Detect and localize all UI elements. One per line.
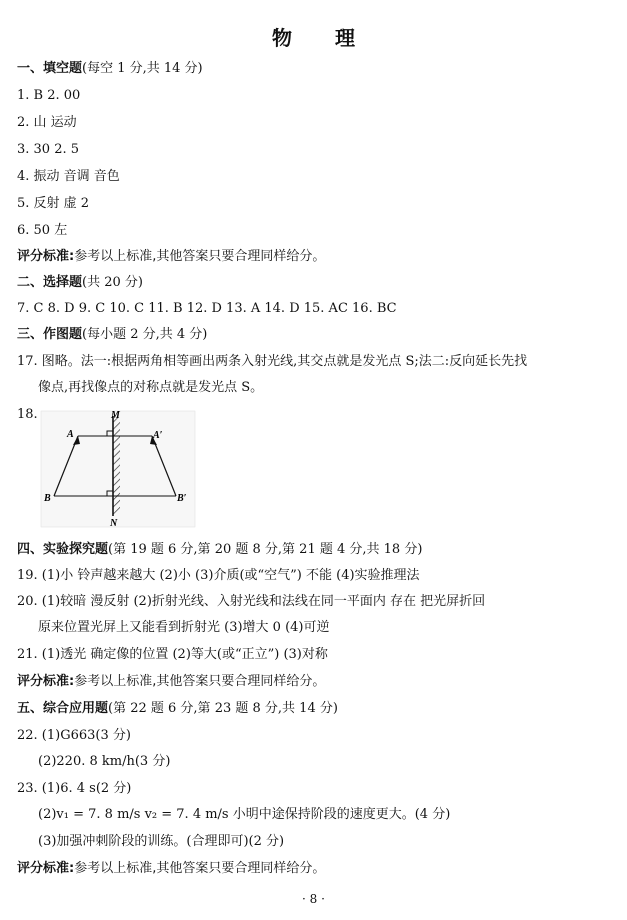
section5-header [17, 700, 338, 718]
answer-line: 2. 山 运动 [17, 115, 77, 130]
section1-note: (每空 1 分,共 14 分) [82, 61, 203, 76]
q21-answer: 21. (1)透光 确定像的位置 (2)等大(或“正立”) (3)对称 [17, 647, 328, 662]
section4-header [17, 541, 422, 559]
section2-note: (共 20 分) [82, 275, 143, 290]
section1-heading: 一、填空题 [17, 61, 83, 76]
answer-line: 3. 30 2. 5 [17, 142, 80, 157]
section1-header [17, 60, 203, 78]
section5-heading: 五、综合应用题 [17, 701, 109, 716]
section2-heading: 二、选择题 [17, 275, 83, 290]
mirror-reflection-figure [40, 410, 196, 528]
grading-standard [17, 673, 325, 691]
q17-line1: 17. 图略。法一:根据两角相等画出两条入射光线,其交点就是发光点 S;法二:反向延长先找 [17, 354, 528, 369]
grading-standard [17, 860, 325, 878]
answer-line: 4. 振动 音调 音色 [17, 169, 120, 184]
section3-heading: 三、作图题 [17, 327, 83, 342]
section4-note: (第 19 题 6 分,第 20 题 8 分,第 21 题 4 分,共 18 分) [108, 542, 423, 557]
grading-text: 参考以上标准,其他答案只要合理同样给分。 [74, 249, 326, 264]
q23-part3: (3)加强冲刺阶段的训练。(合理即可)(2 分) [38, 834, 285, 849]
q17-line2: 像点,再找像点的对称点就是发光点 S。 [38, 380, 264, 395]
q23-part2: (2)v₁ = 7. 8 m/s v₂ = 7. 4 m/s 小明中途保持阶段的速度更大。(4 分) [38, 807, 451, 822]
q22-part1: 22. (1)G663(3 分) [17, 728, 131, 743]
q22-part2: (2)220. 8 km/h(3 分) [38, 754, 171, 769]
grading-text: 参考以上标准,其他答案只要合理同样给分。 [74, 861, 326, 876]
mirror-hatching [113, 418, 120, 514]
page-number: · 8 · [302, 892, 325, 906]
answer-line: 1. B 2. 00 [17, 88, 81, 103]
choice-answers: 7. C 8. D 9. C 10. C 11. B 12. D 13. A 14. D 15. AC 16. BC [17, 301, 397, 316]
label-a: A [67, 429, 74, 440]
q18-label: 18. [17, 407, 38, 422]
label-a-prime: A′ [153, 430, 163, 441]
grading-text: 参考以上标准,其他答案只要合理同样给分。 [74, 674, 326, 689]
grading-standard [17, 248, 325, 266]
q20-line1: 20. (1)较暗 漫反射 (2)折射光线、入射光线和法线在同一平面内 存在 把光屏折回 [17, 594, 486, 609]
q23-part1: 23. (1)6. 4 s(2 分) [17, 781, 132, 796]
grading-label: 评分标准: [17, 861, 75, 876]
label-n: N [110, 518, 118, 528]
section2-header [17, 274, 143, 292]
section3-header [17, 326, 207, 344]
label-b-prime: B′ [177, 493, 187, 504]
section3-note: (每小题 2 分,共 4 分) [82, 327, 208, 342]
label-m: M [111, 410, 120, 421]
section4-heading: 四、实验探究题 [17, 542, 109, 557]
q19-answer: 19. (1)小 铃声越来越大 (2)小 (3)介质(或“空气”) 不能 (4)实验推理法 [17, 568, 420, 583]
answer-line: 5. 反射 虚 2 [17, 196, 90, 211]
section5-note: (第 22 题 6 分,第 23 题 8 分,共 14 分) [108, 701, 338, 716]
label-b: B [44, 493, 51, 504]
q20-line2: 原来位置光屏上又能看到折射光 (3)增大 0 (4)可逆 [38, 620, 330, 635]
grading-label: 评分标准: [17, 249, 75, 264]
page-title: 物 理 [272, 26, 373, 50]
answer-line: 6. 50 左 [17, 223, 68, 238]
grading-label: 评分标准: [17, 674, 75, 689]
